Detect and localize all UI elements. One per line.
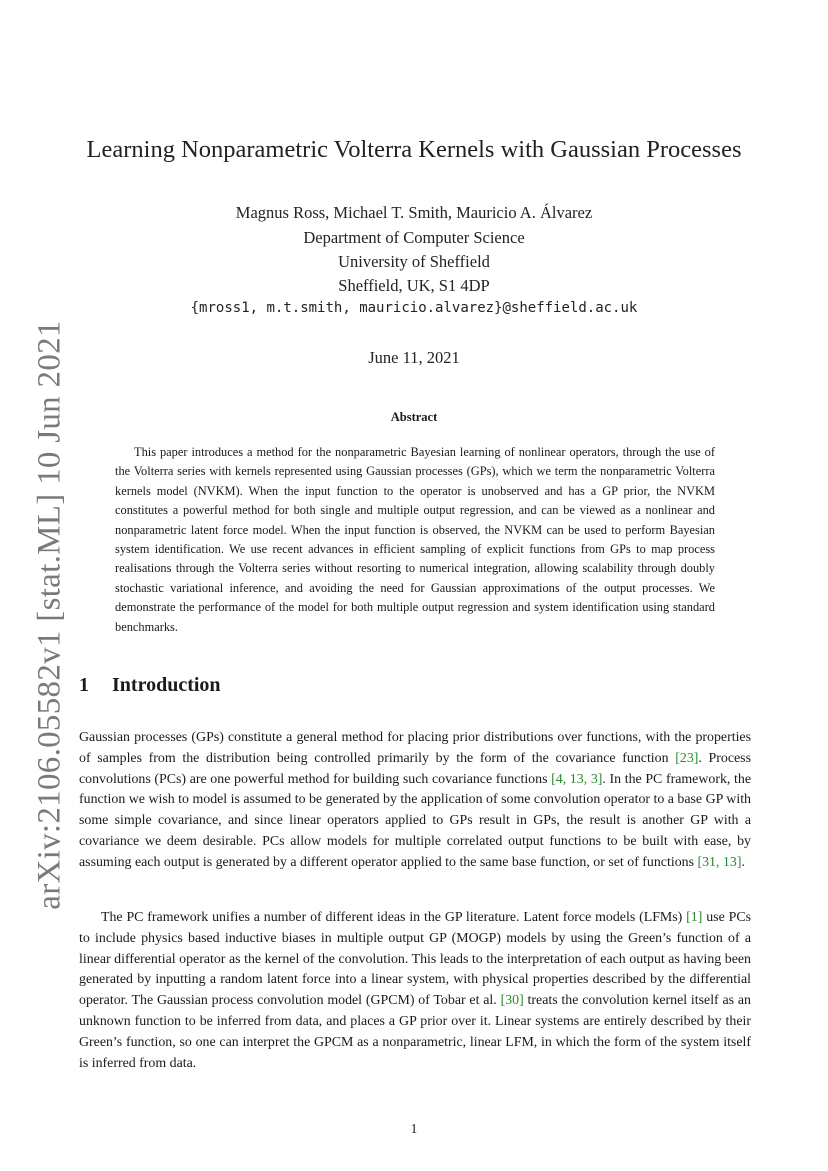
- arxiv-identifier: arXiv:2106.05582v1 [stat.ML] 10 Jun 2021: [31, 320, 68, 910]
- citation-link[interactable]: [31, 13]: [697, 854, 742, 870]
- section-title: Introduction: [112, 674, 221, 696]
- author-emails: {mross1, m.t.smith, mauricio.alvarez}@sheffield.ac.uk: [190, 300, 638, 316]
- intro-paragraph-1: [79, 728, 751, 874]
- author-list: Magnus Ross, Michael T. Smith, Mauricio A. Álvarez: [235, 203, 593, 222]
- paragraph-text: Gaussian processes (GPs) constitute a general method for placing prior distributions over functions, with the properties of samples from the distribution being controlled primarily by the form of the covariance function: [79, 730, 751, 766]
- abstract-text: This paper introduces a method for the nonparametric Bayesian learning of nonlinear operators, through the use of the Volterra series with kernels represented using Gaussian processes (GPs), which we term the nonparametric Volterra kernels model (NVKM). When the input function to the operator is unobserved and has a GP prior, the NVKM constitutes a powerful method for both single and multiple output regression, and can be viewed as a nonlinear and nonparametric latent force model. When the input function is observed, the NVKM can be used to perform Bayesian system identification. We use recent advances in efficient sampling of explicit functions from GPs to map process realisations through the Volterra series without resorting to numerical integration, allowing scalability through doubly stochastic variational inference, and avoiding the need for Gaussian approximations of the output processes. We demonstrate the performance of the model for both multiple output regression and system identification using standard benchmarks.: [115, 445, 715, 634]
- paper-title: Learning Nonparametric Volterra Kernels with Gaussian Processes: [86, 136, 742, 163]
- section-number: 1: [79, 674, 89, 696]
- page-number: 1: [410, 1121, 418, 1136]
- citation-link[interactable]: [1]: [686, 910, 703, 925]
- section-heading: [79, 674, 221, 697]
- paragraph-text: The PC framework unifies a number of different ideas in the GP literature. Latent force models (LFMs): [101, 910, 687, 925]
- abstract-heading: Abstract: [390, 410, 438, 424]
- paragraph-text: .: [741, 854, 745, 870]
- intro-paragraph-2: [79, 908, 751, 1074]
- citation-link[interactable]: [23]: [675, 750, 699, 766]
- paragraph-text: treats the convolution kernel itself as an unknown function to be inferred from data, and places a GP prior over it. Linear systems are entirely described by their Green’s function, so one can interpret the GPCM as a nonparametric, linear LFM, in which the form of the system itself is inferred from data.: [79, 993, 751, 1071]
- citation-link[interactable]: [4, 13, 3]: [551, 771, 603, 787]
- location: Sheffield, UK, S1 4DP: [338, 276, 490, 295]
- citation-link[interactable]: [30]: [500, 993, 524, 1009]
- paragraph-text: use PCs to include physics based inductive biases in multiple output GP (MOGP) models by using the Green’s function of a linear differential operator as the kernel of the convolution. This leads to the interpretation of each output as having been generated by inputting a random latent force into a linear system, with physical properties described by the differential operator. The Gaussian process convolution model (GPCM) of Tobar et al.: [79, 910, 752, 1009]
- department: Department of Computer Science: [303, 228, 525, 247]
- paragraph-text: . Process convolutions (PCs) are one powerful method for building such covariance functions: [79, 750, 751, 787]
- university: University of Sheffield: [338, 252, 490, 271]
- paragraph-text: . In the PC framework, the function we wish to model is assumed to be generated by the application of some convolution operator to a base GP with some simple covariance, and since linear operators applied to GPs result in GPs, the result is another GP with a covariance we deem desirable. PCs allow models for multiple correlated output functions to be built with ease, by assuming each output is generated by a different operator applied to the same base function, or set of functions: [79, 771, 751, 870]
- paper-date: June 11, 2021: [368, 348, 460, 367]
